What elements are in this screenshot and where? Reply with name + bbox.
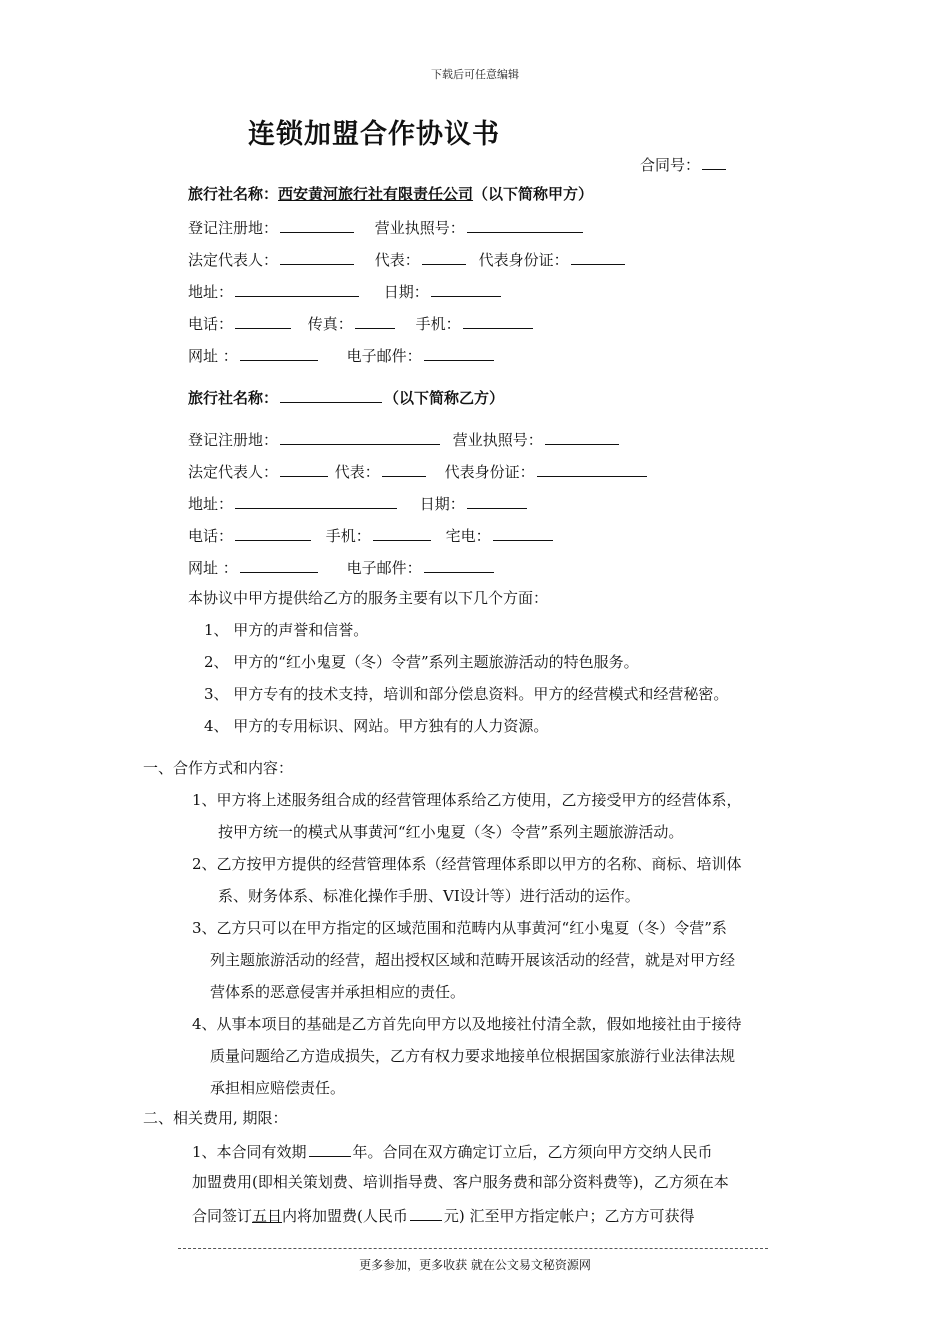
party-a-rep-id-label: 代表身份证： [478, 251, 569, 269]
party-b-rep-row [188, 460, 649, 480]
party-b-phone-field[interactable] [235, 524, 311, 541]
party-b-mobile-label: 手机： [325, 527, 371, 545]
fee-amount-field[interactable] [410, 1204, 442, 1221]
party-b-phone-row [188, 524, 555, 544]
party-a-fax-label: 传真： [307, 315, 353, 333]
party-a-phone-field[interactable] [235, 312, 291, 329]
service-item: 4、 甲方的专用标识、网站。甲方独有的人力资源。 [204, 717, 549, 735]
party-b-license-label: 营业执照号： [452, 431, 543, 449]
party-b-email-field[interactable] [424, 556, 494, 573]
party-a-date-field[interactable] [431, 280, 501, 297]
party-b-rep-label: 代表： [334, 463, 380, 481]
party-b-email-label: 电子邮件： [346, 559, 422, 577]
party-b-name-row [188, 386, 504, 406]
party-b-web-row [188, 556, 496, 576]
contract-number [640, 153, 728, 175]
party-b-mobile-field[interactable] [373, 524, 431, 541]
section-1-item-3-line-3: 营体系的恶意侵害并承担相应的责任。 [210, 983, 466, 1001]
party-a-reg-label: 登记注册地： [188, 219, 279, 237]
party-b-home-phone-field[interactable] [493, 524, 553, 541]
services-intro: 本协议中甲方提供给乙方的服务主要有以下几个方面： [188, 589, 549, 607]
section-2-line-2: 加盟费用(即相关策划费、培训指导费、客户服务费和部分资料费等)，乙方须在本 [192, 1173, 729, 1191]
section-2-line-3-b: 内将加盟费(人民币 [282, 1207, 408, 1225]
party-b-reg-row [188, 428, 621, 448]
party-a-rep-label: 代表： [374, 251, 420, 269]
party-b-address-row [188, 492, 529, 512]
party-b-reg-field[interactable] [280, 428, 440, 445]
section-1-item-1-line-2: 按甲方统一的模式从事黄河“红小鬼夏（冬）令营”系列主题旅游活动。 [218, 823, 684, 841]
validity-label: 1、本合同有效期 [192, 1143, 307, 1161]
party-b-date-field[interactable] [467, 492, 527, 509]
party-a-email-field[interactable] [424, 344, 494, 361]
five-days-text: 五日 [252, 1207, 283, 1225]
section-1-item-2-line-2: 系、财务体系、标准化操作手册、VI设计等）进行活动的运作。 [218, 887, 640, 905]
party-a-address-row [188, 280, 503, 300]
party-a-address-label: 地址： [188, 283, 234, 301]
section-1-title: 一、合作方式和内容： [143, 759, 294, 777]
party-b-legal-rep-label: 法定代表人： [188, 463, 279, 481]
party-a-phone-row [188, 312, 535, 332]
service-item: 3、 甲方专有的技术支持，培训和部分偿息资料。甲方的经营模式和经营秘密。 [204, 685, 729, 703]
party-a-web-row [188, 344, 496, 364]
party-b-legal-rep-field[interactable] [280, 460, 328, 477]
party-b-address-field[interactable] [235, 492, 397, 509]
party-a-rep-field[interactable] [422, 248, 466, 265]
party-b-phone-label: 电话： [188, 527, 234, 545]
section-2-title: 二、相关费用, 期限： [143, 1109, 288, 1127]
party-a-license-label: 营业执照号： [374, 219, 465, 237]
party-a-name-label: 旅行社名称： [188, 185, 279, 203]
section-1-item-4-line-2: 质量问题给乙方造成损失，乙方有权力要求地接单位根据国家旅游行业法律法规 [210, 1047, 736, 1065]
section-2-line-1 [192, 1140, 713, 1160]
section-1-item-3-line-2: 列主题旅游活动的经营，超出授权区域和范畴开展该活动的经营，就是对甲方经 [210, 951, 736, 969]
party-a-legal-rep-field[interactable] [280, 248, 354, 265]
footer-text: 更多参加，更多收获 就在公文易文秘资源网 [359, 1258, 591, 1272]
header-note: 下载后可任意编辑 [431, 68, 519, 81]
section-2-line-3-a: 合同签订 [192, 1207, 253, 1225]
party-b-rep-id-field[interactable] [537, 460, 647, 477]
party-a-name-value: 西安黄河旅行社有限责任公司 [278, 185, 474, 203]
party-b-date-label: 日期： [419, 495, 465, 513]
section-1-item-2-line-1: 2、乙方按甲方提供的经营管理体系（经营管理体系即以甲方的名称、商标、培训体 [192, 855, 742, 873]
party-b-reg-label: 登记注册地： [188, 431, 279, 449]
party-a-name-row [188, 184, 593, 204]
party-a-date-label: 日期： [383, 283, 429, 301]
document-title: 连锁加盟合作协议书 [248, 119, 500, 150]
party-b-website-field[interactable] [240, 556, 318, 573]
section-2-line-3 [192, 1204, 695, 1224]
party-b-suffix: （以下简称乙方） [384, 389, 505, 407]
party-a-website-field[interactable] [240, 344, 318, 361]
party-a-reg-row [188, 216, 585, 236]
party-b-home-phone-label: 宅电： [445, 527, 491, 545]
validity-years-field[interactable] [309, 1140, 351, 1157]
footer-divider [178, 1248, 768, 1249]
party-a-mobile-field[interactable] [463, 312, 533, 329]
party-a-email-label: 电子邮件： [346, 347, 422, 365]
party-b-rep-id-label: 代表身份证： [444, 463, 535, 481]
party-a-rep-id-field[interactable] [571, 248, 625, 265]
party-b-address-label: 地址： [188, 495, 234, 513]
section-1-item-1-line-1: 1、甲方将上述服务组合成的经营管理体系给乙方使用，乙方接受甲方的经营体系， [192, 791, 742, 809]
party-a-legal-rep-label: 法定代表人： [188, 251, 279, 269]
party-b-rep-field[interactable] [382, 460, 426, 477]
party-a-mobile-label: 手机： [415, 315, 461, 333]
section-1-item-4-line-3: 承担相应赔偿责任。 [210, 1079, 346, 1097]
party-b-name-field[interactable] [280, 386, 382, 403]
party-a-rep-row [188, 248, 627, 268]
party-a-reg-field[interactable] [280, 216, 354, 233]
section-1-item-4-line-1: 4、从事本项目的基础是乙方首先向甲方以及地接社付清全款，假如地接社由于接待 [192, 1015, 742, 1033]
party-a-suffix: （以下简称甲方） [473, 185, 594, 203]
party-b-name-label: 旅行社名称： [188, 389, 279, 407]
party-a-fax-field[interactable] [355, 312, 395, 329]
service-item: 1、 甲方的声誉和信誉。 [204, 621, 369, 639]
section-2-line-1-rest: 年。合同在双方确定订立后，乙方须向甲方交纳人民币 [352, 1143, 713, 1161]
section-1-item-3-line-1: 3、乙方只可以在甲方指定的区域范围和范畴内从事黄河“红小鬼夏（冬）令营”系 [192, 919, 727, 937]
party-a-license-field[interactable] [467, 216, 583, 233]
party-a-address-field[interactable] [235, 280, 359, 297]
section-2-line-3-c: 元) 汇至甲方指定帐户；乙方方可获得 [443, 1207, 695, 1225]
party-a-website-label: 网址 ： [188, 347, 238, 365]
party-a-phone-label: 电话： [188, 315, 234, 333]
party-b-website-label: 网址 ： [188, 559, 238, 577]
party-b-license-field[interactable] [545, 428, 619, 445]
service-item: 2、 甲方的“红小鬼夏（冬）令营”系列主题旅游活动的特色服务。 [204, 653, 639, 671]
contract-number-label: 合同号： [640, 156, 701, 174]
